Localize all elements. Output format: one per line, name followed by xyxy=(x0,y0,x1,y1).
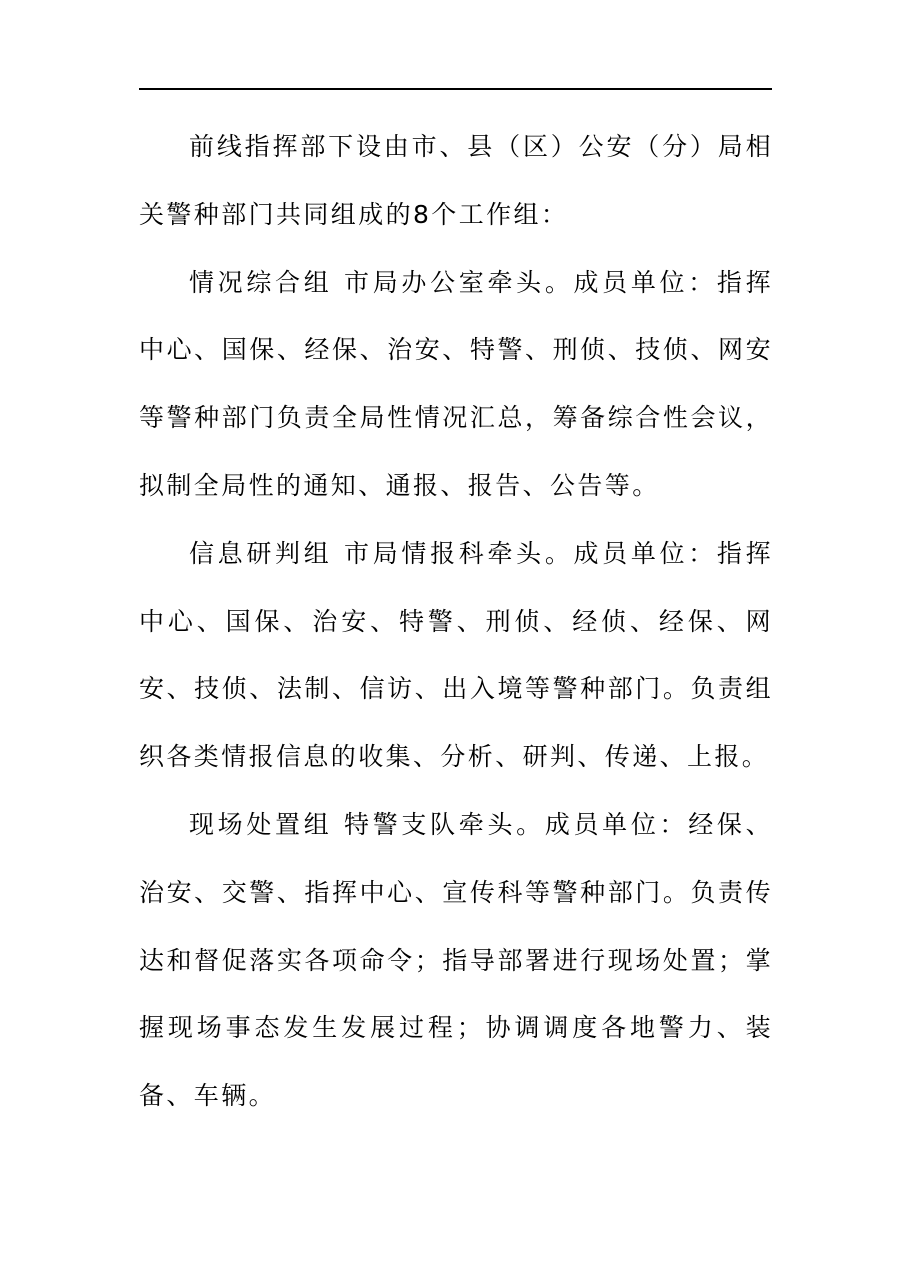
paragraph-intro: 前线指挥部下设由市、县（区）公安（分）局相关警种部门共同组成的8个工作组： xyxy=(139,132,773,229)
header-rule xyxy=(139,88,772,90)
document-body xyxy=(139,113,773,1130)
paragraph-onsite-response-group: 现场处置组 特警支队牵头。成员单位：经保、治安、交警、指挥中心、宣传科等警种部门。负责传达和督促落实各项命令；指导部署进行现场处置；掌握现场事态发生发展过程；协调调度各地警力、装备、车辆。 xyxy=(139,809,773,1111)
paragraph-info-synthesis-group: 情况综合组 市局办公室牵头。成员单位：指挥中心、国保、经保、治安、特警、刑侦、技侦、网安等警种部门负责全局性情况汇总，筹备综合性会议，拟制全局性的通知、通报、报告、公告等。 xyxy=(139,267,773,500)
paragraph-intel-analysis-group: 信息研判组 市局情报科牵头。成员单位：指挥中心、国保、治安、特警、刑侦、经侦、经保、网安、技侦、法制、信访、出入境等警种部门。负责组织各类情报信息的收集、分析、研判、传递、上报。 xyxy=(139,538,773,772)
